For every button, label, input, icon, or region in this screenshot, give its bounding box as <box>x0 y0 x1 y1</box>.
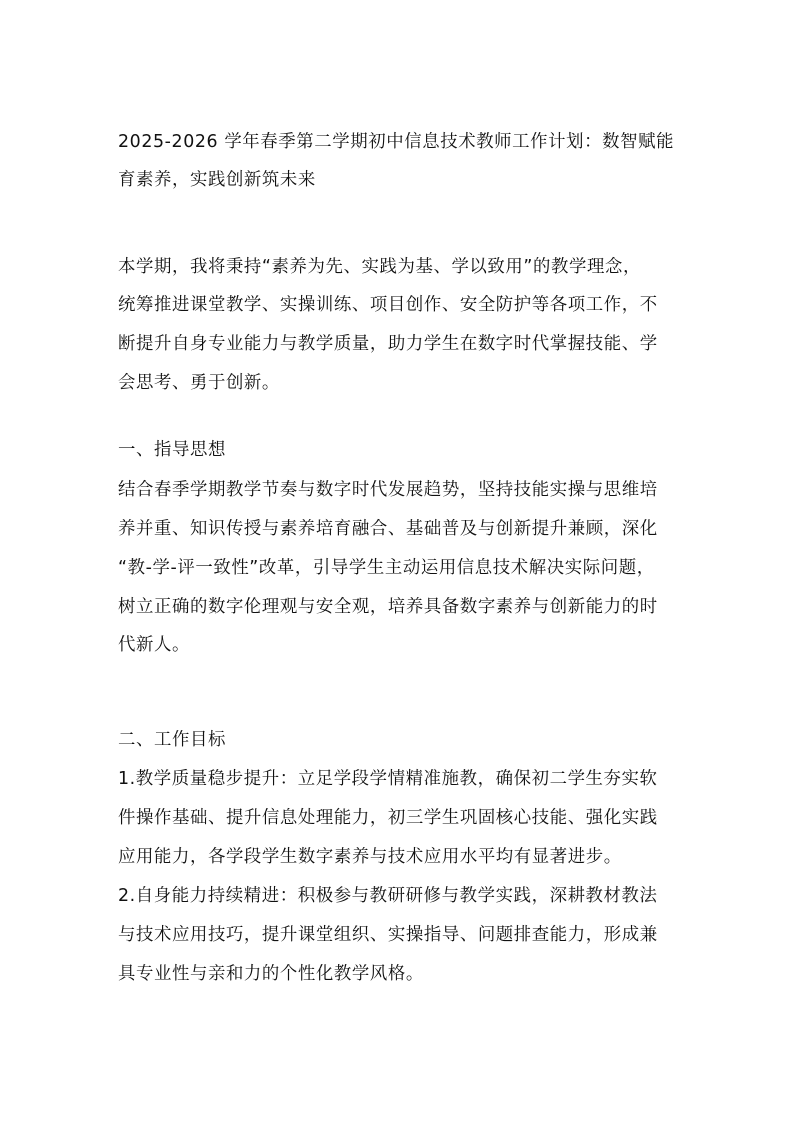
section2-line: 件操作基础、提升信息处理能力，初三学生巩固核心技能、强化实践 <box>118 808 658 828</box>
section-heading-work-goals: 二、工作目标 <box>118 730 226 750</box>
section-heading-guiding-ideology: 一、指导思想 <box>118 440 226 460</box>
section2-line: 应用能力，各学段学生数字素养与技术应用水平均有显著进步。 <box>118 847 622 867</box>
intro-line: 本学期，我将秉持“素养为先、实践为基、学以致用”的教学理念， <box>118 257 641 277</box>
section2-line: 具专业性与亲和力的个性化教学风格。 <box>118 964 424 984</box>
intro-line: 断提升自身专业能力与教学质量，助力学生在数字时代掌握技能、学 <box>118 334 658 354</box>
section1-line: 养并重、知识传授与素养培育融合、基础普及与创新提升兼顾，深化 <box>118 519 658 539</box>
section1-line: 树立正确的数字伦理观与安全观，培养具备数字素养与创新能力的时 <box>118 597 658 617</box>
section2-line: 2.自身能力持续精进：积极参与教研研修与教学实践，深耕教材教法 <box>118 886 658 906</box>
intro-line: 统筹推进课堂教学、实操训练、项目创作、安全防护等各项工作，不 <box>118 295 658 315</box>
section2-line: 1.教学质量稳步提升：立足学段学情精准施教，确保初二学生夯实软 <box>118 769 658 789</box>
section2-line: 与技术应用技巧，提升课堂组织、实操指导、问题排查能力，形成兼 <box>118 925 658 945</box>
section1-line: 结合春季学期教学节奏与数字时代发展趋势，坚持技能实操与思维培 <box>118 480 658 500</box>
doc-title-line-2: 育素养，实践创新筑未来 <box>118 170 316 190</box>
section1-line: 代新人。 <box>118 635 190 655</box>
doc-title-line-1: 2025-2026 学年春季第二学期初中信息技术教师工作计划：数智赋能 <box>118 132 675 152</box>
intro-line: 会思考、勇于创新。 <box>118 373 280 393</box>
section1-line: “教-学-评一致性”改革，引导学生主动运用信息技术解决实际问题， <box>118 558 655 578</box>
